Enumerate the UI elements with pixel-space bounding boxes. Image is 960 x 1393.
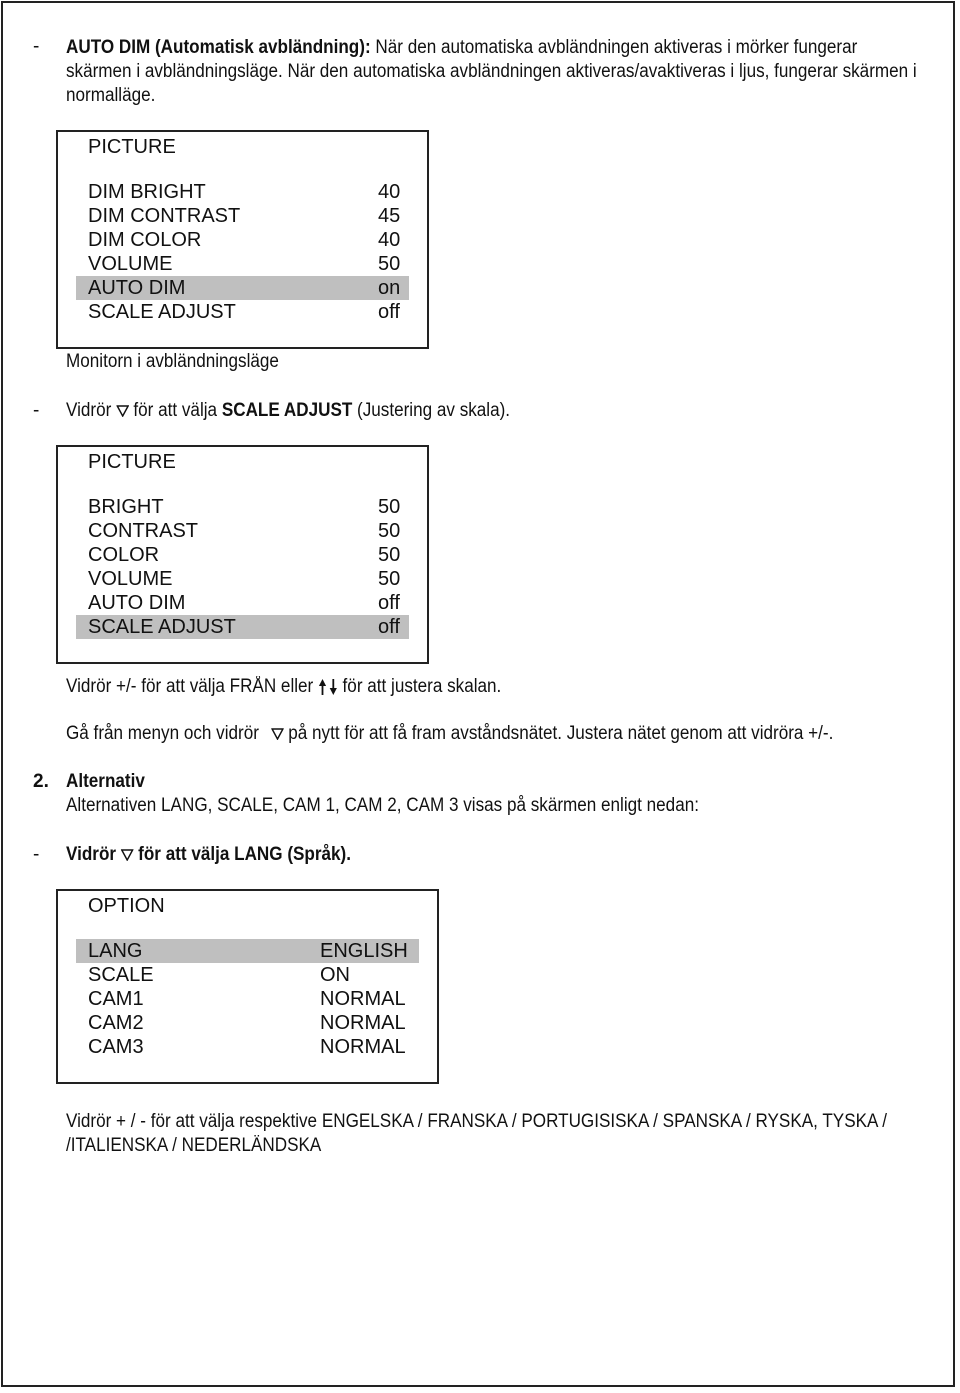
menu-row-auto-dim: AUTO DIM off <box>88 592 400 614</box>
intro-line1: När den automatiska avbländningen aktiveras i mörker fungerar <box>375 37 858 58</box>
menu-row-cam1: CAM1 NORMAL <box>88 988 406 1010</box>
menu-row-scale-adjust-selected: SCALE ADJUST off <box>76 615 409 639</box>
instruction-grid: Gå från menyn och vidrör på nytt för att få fram avståndsnätet. Justera nätet genom att vidröra +/-. <box>66 723 834 744</box>
menu-row-dim-color: DIM COLOR 40 <box>88 229 401 251</box>
menu-row-dim-contrast: DIM CONTRAST 45 <box>88 205 401 227</box>
osd-menu-dim <box>56 130 429 349</box>
bullet-dash: - <box>33 400 40 421</box>
step-scale-line: Vidrör för att välja SCALE ADJUST (Justering av skala). <box>66 400 511 421</box>
osd-menu-picture <box>56 445 429 664</box>
menu-row-auto-dim-selected: AUTO DIM on <box>76 276 409 300</box>
menu-row-scale: SCALE ON <box>88 964 350 986</box>
intro-line2: skärmen i avbländningsläge. När den automatiska avbländningen aktiveras/avaktiveras i ljus, fungerar skärmen i <box>66 61 917 82</box>
down-triangle-icon <box>121 849 134 861</box>
menu-row-dim-bright: DIM BRIGHT 40 <box>88 181 401 203</box>
bullet-dash: - <box>33 36 40 57</box>
up-down-arrows-icon <box>318 678 338 696</box>
menu-row-contrast: CONTRAST 50 <box>88 520 401 542</box>
instruction-adjust-scale: Vidrör +/- för att välja FRÅN eller för att justera skalan. <box>66 676 502 697</box>
menu-row-volume: VOLUME 50 <box>88 568 401 590</box>
down-triangle-icon <box>271 728 284 740</box>
intro-paragraph <box>66 36 960 108</box>
section-number: 2. <box>33 771 49 792</box>
section-description: Alternativen LANG, SCALE, CAM 1, CAM 2, CAM 3 visas på skärmen enligt nedan: <box>66 795 699 816</box>
menu-title: PICTURE <box>88 451 176 473</box>
menu-row-cam3: CAM3 NORMAL <box>88 1036 406 1058</box>
menu-row-cam2: CAM2 NORMAL <box>88 1012 406 1034</box>
osd-menu-option <box>56 889 439 1084</box>
menu-title: OPTION <box>88 895 165 917</box>
section-heading: Alternativ <box>66 771 145 792</box>
intro-line3: normalläge. <box>66 85 156 106</box>
menu-row-color: COLOR 50 <box>88 544 401 566</box>
bullet-dash: - <box>33 844 40 865</box>
menu-row-bright: BRIGHT 50 <box>88 496 401 518</box>
menu-row-lang-selected: LANG ENGLISH <box>76 939 419 963</box>
menu-title: PICTURE <box>88 136 176 158</box>
menu-row-volume: VOLUME 50 <box>88 253 401 275</box>
auto-dim-term: AUTO DIM (Automatisk avbländning): <box>66 37 371 58</box>
step-lang-line: Vidrör för att välja LANG (Språk). <box>66 844 352 865</box>
menu-row-scale-adjust: SCALE ADJUST off <box>88 301 400 323</box>
language-instruction: Vidrör + / - för att välja respektive ENGELSKA / FRANSKA / PORTUGISISKA / SPANSKA / RYSKA, TYSKA / /ITALIENSKA / NEDERLÄNDSKA <box>66 1111 887 1156</box>
down-triangle-icon <box>116 405 129 417</box>
menu1-caption: Monitorn i avbländningsläge <box>66 351 279 372</box>
